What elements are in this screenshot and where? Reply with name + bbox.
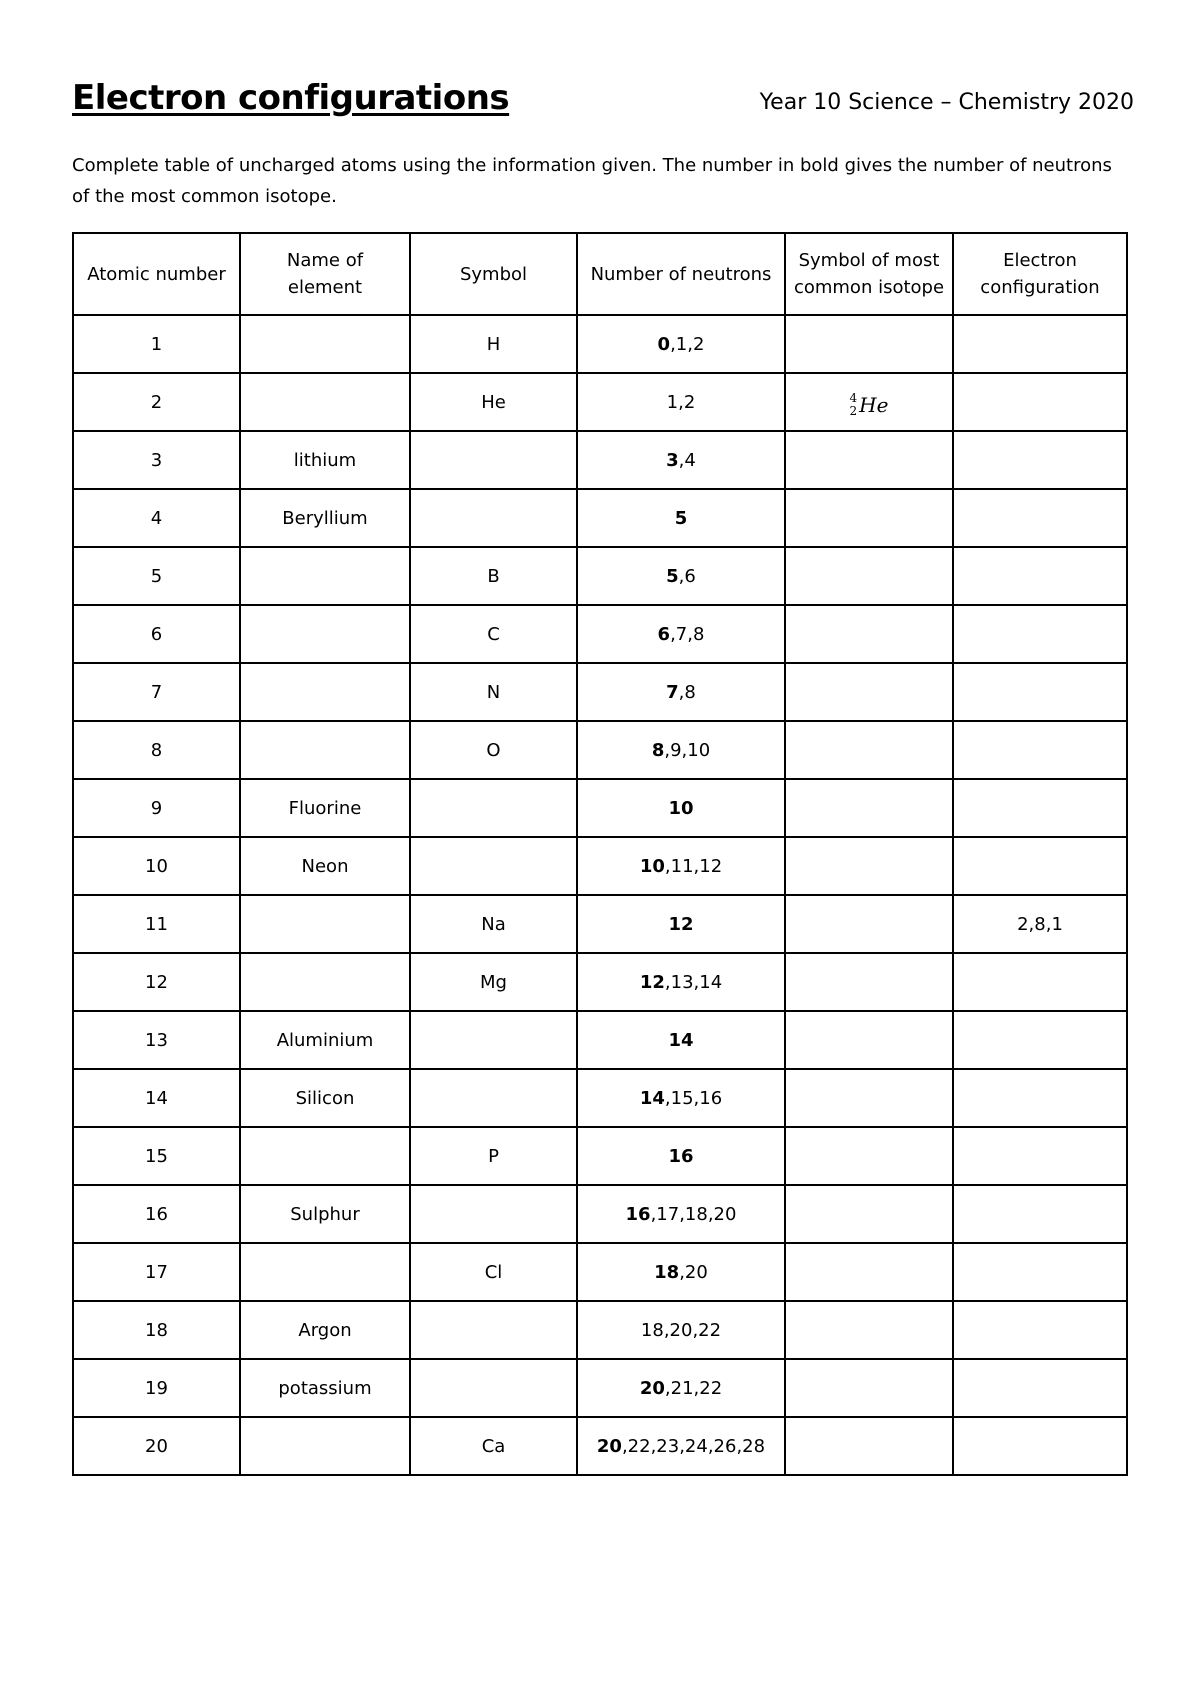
element-name-cell [240,1127,410,1185]
neutrons-common-value: 8 [651,739,665,761]
symbol-cell: C [410,605,577,663]
atomic-number-cell: 13 [73,1011,240,1069]
atomic-number-cell: 16 [73,1185,240,1243]
electron-configuration-cell [953,1127,1127,1185]
element-name-cell [240,605,410,663]
element-name-cell [240,1243,410,1301]
element-name-cell [240,895,410,953]
electron-configuration-cell [953,779,1127,837]
neutrons-other-values: ,20 [679,1261,708,1283]
table-row [73,489,1127,547]
neutrons-cell [577,779,785,837]
table-row [73,1127,1127,1185]
symbol-cell: B [410,547,577,605]
neutrons-cell [577,663,785,721]
isotope-numbers [850,392,858,418]
symbol-cell [410,431,577,489]
neutrons-other-values: ,11,12 [664,855,723,877]
symbol-cell [410,1069,577,1127]
element-name-cell: Neon [240,837,410,895]
neutrons-cell [577,547,785,605]
isotope-symbol-cell [785,779,953,837]
symbol-cell: Cl [410,1243,577,1301]
neutrons-other-values: ,1,2 [670,333,705,355]
electron-configuration-cell [953,373,1127,431]
isotope-mass-number: 4 [849,391,858,405]
neutrons-other-values: ,13,14 [664,971,723,993]
neutrons-common-value: 7 [666,681,679,703]
symbol-cell [410,837,577,895]
atomic-number-cell: 6 [73,605,240,663]
instructions-text: Complete table of uncharged atoms using the information given. The number in bold gives the number of neutrons of the most common isotope. [72,155,1112,207]
electron-configuration-cell [953,1069,1127,1127]
neutrons-other-values: ,17,18,20 [650,1203,737,1225]
symbol-cell [410,1301,577,1359]
isotope-symbol-cell [785,373,953,431]
column-header-isotope-symbol: Symbol of most common isotope [785,233,953,315]
isotope-symbol-cell [785,431,953,489]
column-header-symbol: Symbol [410,233,577,315]
table-row [73,1301,1127,1359]
electron-configuration-cell [953,1359,1127,1417]
isotope-symbol-cell [785,1359,953,1417]
symbol-cell: O [410,721,577,779]
isotope-symbol-cell [785,895,953,953]
atomic-number-cell: 10 [73,837,240,895]
table-row [73,895,1127,953]
table-row [73,779,1127,837]
isotope-symbol-cell [785,1417,953,1475]
neutrons-other-values: ,9,10 [664,739,711,761]
neutrons-common-value: 14 [668,1029,694,1051]
neutrons-common-value: 6 [657,623,671,645]
element-name-cell [240,1417,410,1475]
table-row [73,315,1127,373]
table-header-row [73,233,1127,315]
electron-configuration-cell: 2,8,1 [953,895,1127,953]
table-body [73,315,1127,1475]
electron-configuration-table [72,232,1128,1476]
symbol-cell [410,1359,577,1417]
column-header-atomic-number: Atomic number [73,233,240,315]
electron-configuration-cell [953,431,1127,489]
element-name-cell [240,547,410,605]
table-row [73,1417,1127,1475]
isotope-symbol-cell [785,953,953,1011]
symbol-cell: He [410,373,577,431]
table-row [73,1069,1127,1127]
neutrons-common-value: 3 [666,449,679,471]
neutrons-other-values: ,15,16 [664,1087,723,1109]
electron-configuration-cell [953,1011,1127,1069]
neutrons-common-value: 10 [639,855,665,877]
table-row [73,1243,1127,1301]
element-name-cell: Fluorine [240,779,410,837]
neutrons-cell [577,1243,785,1301]
symbol-cell: P [410,1127,577,1185]
atomic-number-cell: 1 [73,315,240,373]
element-name-cell [240,721,410,779]
symbol-cell [410,779,577,837]
element-name-cell: Silicon [240,1069,410,1127]
page-title: Electron configurations [72,78,510,118]
element-name-cell [240,315,410,373]
table-row [73,373,1127,431]
isotope-notation [850,392,889,418]
neutrons-cell [577,1011,785,1069]
electron-configuration-cell [953,547,1127,605]
neutrons-cell [577,1301,785,1359]
table-row [73,1359,1127,1417]
symbol-cell [410,1185,577,1243]
neutrons-common-value: 0 [657,333,671,355]
isotope-symbol-cell [785,837,953,895]
element-name-cell [240,663,410,721]
electron-configuration-cell [953,315,1127,373]
symbol-cell: N [410,663,577,721]
element-name-cell: potassium [240,1359,410,1417]
element-name-cell: Argon [240,1301,410,1359]
neutrons-other-values: ,8 [678,681,696,703]
neutrons-cell [577,605,785,663]
neutrons-cell [577,1127,785,1185]
atomic-number-cell: 4 [73,489,240,547]
isotope-symbol-cell [785,1069,953,1127]
neutrons-cell [577,953,785,1011]
neutrons-common-value: 12 [668,913,694,935]
neutrons-common-value: 18 [654,1261,680,1283]
symbol-cell [410,1011,577,1069]
neutrons-cell [577,895,785,953]
neutrons-common-value: 16 [668,1145,694,1167]
atomic-number-cell: 17 [73,1243,240,1301]
symbol-cell: Na [410,895,577,953]
symbol-cell: H [410,315,577,373]
atomic-number-cell: 3 [73,431,240,489]
neutrons-cell [577,1417,785,1475]
neutrons-common-value: 12 [639,971,665,993]
isotope-element-symbol: He [859,393,889,417]
atomic-number-cell: 18 [73,1301,240,1359]
electron-configuration-cell [953,1243,1127,1301]
atomic-number-cell: 11 [73,895,240,953]
table-row [73,1185,1127,1243]
neutrons-common-value: 5 [666,565,679,587]
isotope-symbol-cell [785,1011,953,1069]
isotope-symbol-cell [785,663,953,721]
table-row [73,953,1127,1011]
neutrons-common-value: 10 [668,797,694,819]
neutrons-other-values: ,21,22 [664,1377,723,1399]
neutrons-other-values: 1,2 [666,391,696,413]
atomic-number-cell: 7 [73,663,240,721]
table-row [73,605,1127,663]
isotope-symbol-cell [785,315,953,373]
atomic-number-cell: 20 [73,1417,240,1475]
neutrons-other-values: 18,20,22 [640,1319,722,1341]
column-header-electron-configuration: Electron configuration [953,233,1127,315]
neutrons-cell [577,431,785,489]
neutrons-other-values: ,4 [678,449,696,471]
electron-configuration-cell [953,663,1127,721]
table-row [73,721,1127,779]
electron-configuration-cell [953,721,1127,779]
neutrons-cell [577,837,785,895]
element-name-cell [240,953,410,1011]
electron-configuration-cell [953,1185,1127,1243]
isotope-symbol-cell [785,547,953,605]
atomic-number-cell: 19 [73,1359,240,1417]
neutrons-cell [577,1185,785,1243]
element-name-cell [240,373,410,431]
isotope-symbol-cell [785,1301,953,1359]
atomic-number-cell: 15 [73,1127,240,1185]
neutrons-other-values: ,6 [678,565,696,587]
isotope-symbol-cell [785,1243,953,1301]
element-name-cell: Aluminium [240,1011,410,1069]
isotope-symbol-cell [785,1127,953,1185]
neutrons-common-value: 16 [625,1203,651,1225]
element-name-cell: Sulphur [240,1185,410,1243]
column-header-element-name: Name of element [240,233,410,315]
table-row [73,547,1127,605]
table-row [73,1011,1127,1069]
symbol-cell: Mg [410,953,577,1011]
atomic-number-cell: 9 [73,779,240,837]
neutrons-cell [577,721,785,779]
isotope-symbol-cell [785,489,953,547]
page-subtitle: Year 10 Science – Chemistry 2020 [759,90,1134,115]
symbol-cell: Ca [410,1417,577,1475]
neutrons-common-value: 5 [674,507,688,529]
column-header-neutrons: Number of neutrons [577,233,785,315]
symbol-cell [410,489,577,547]
isotope-symbol-cell [785,721,953,779]
atomic-number-cell: 14 [73,1069,240,1127]
element-name-cell: lithium [240,431,410,489]
electron-configuration-cell [953,489,1127,547]
atomic-number-cell: 8 [73,721,240,779]
electron-configuration-cell [953,1417,1127,1475]
atomic-number-cell: 12 [73,953,240,1011]
table-row [73,663,1127,721]
electron-configuration-cell [953,605,1127,663]
atomic-number-cell: 2 [73,373,240,431]
neutrons-cell [577,315,785,373]
isotope-symbol-cell [785,605,953,663]
table-row [73,837,1127,895]
neutrons-common-value: 20 [596,1435,622,1457]
neutrons-cell [577,1069,785,1127]
electron-configuration-cell [953,837,1127,895]
neutrons-cell [577,373,785,431]
table-row [73,431,1127,489]
neutrons-cell [577,489,785,547]
neutrons-common-value: 20 [639,1377,665,1399]
neutrons-common-value: 14 [639,1087,665,1109]
isotope-atomic-number: 2 [849,404,858,418]
electron-configuration-cell [953,1301,1127,1359]
isotope-symbol-cell [785,1185,953,1243]
neutrons-other-values: ,7,8 [670,623,705,645]
neutrons-cell [577,1359,785,1417]
element-name-cell: Beryllium [240,489,410,547]
neutrons-other-values: ,22,23,24,26,28 [621,1435,766,1457]
electron-configuration-cell [953,953,1127,1011]
atomic-number-cell: 5 [73,547,240,605]
